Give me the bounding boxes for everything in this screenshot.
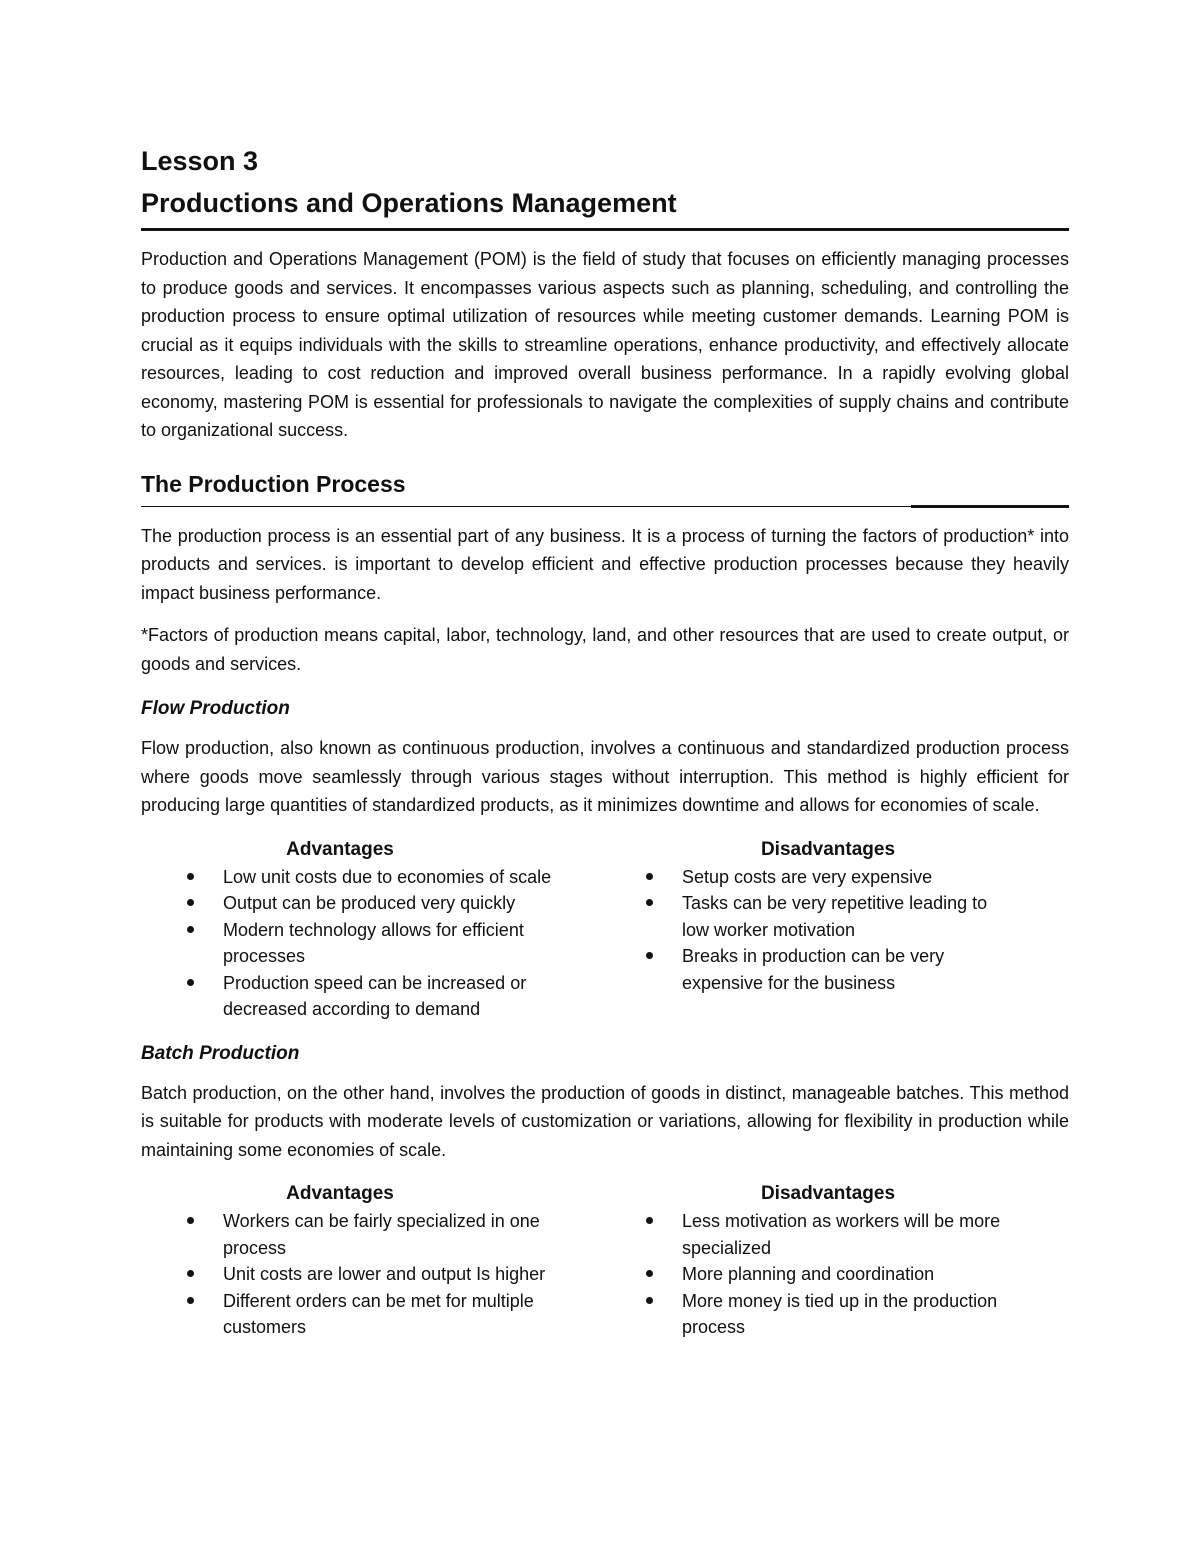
flow-advantages-list <box>141 864 599 1023</box>
title-divider <box>141 228 1069 231</box>
batch-advantages-column <box>141 1180 599 1341</box>
batch-disadvantages-column <box>599 1180 1057 1341</box>
batch-pros-cons <box>141 1180 1069 1341</box>
subheading-batch-production: Batch Production <box>141 1042 300 1064</box>
section-heading-production-process: The Production Process <box>141 470 406 497</box>
list-item: Setup costs are very expensive <box>599 864 1057 891</box>
list-item: More planning and coordination <box>599 1261 1057 1288</box>
batch-disadvantages-list <box>599 1208 1057 1341</box>
list-item: Output can be produced very quickly <box>141 890 599 917</box>
flow-disadvantages-list <box>599 864 1057 997</box>
batch-advantages-heading: Advantages <box>286 1183 394 1204</box>
batch-production-paragraph: Batch production, on the other hand, involves the production of goods in distinct, manageable batches. This method is suitable for products with moderate levels of customization or variations, allowing for flexibility in production while maintaining some economies of scale. <box>141 1082 1069 1160</box>
list-item: Low unit costs due to economies of scale <box>141 864 599 891</box>
list-item: Less motivation as workers will be more specialized <box>599 1208 1057 1261</box>
lesson-label: Lesson 3 <box>141 146 259 176</box>
flow-production-paragraph: Flow production, also known as continuous production, involves a continuous and standardized production process where goods move seamlessly through various stages without interruption. This method is highly efficient for producing large quantities of standardized products, as it minimizes downtime and allows for economies of scale. <box>141 738 1069 815</box>
flow-advantages-column <box>141 836 599 1023</box>
list-item: More money is tied up in the production process <box>599 1288 1057 1341</box>
subheading-flow-production: Flow Production <box>141 698 290 719</box>
production-process-paragraph: The production process is an essential part of any business. It is a process of turning the factors of production* into products and services. is important to develop efficient and effective production processes because they heavily impact business performance. <box>141 525 1069 603</box>
list-item: Breaks in production can be very expensive for the business <box>599 943 1057 996</box>
flow-advantages-heading: Advantages <box>286 838 394 860</box>
document-page <box>141 140 1069 1341</box>
page-title: Productions and Operations Management <box>141 188 677 218</box>
factors-footnote: *Factors of production means capital, labor, technology, land, and other resources that are used to create output, or goods and services. <box>141 625 1069 674</box>
flow-disadvantages-heading: Disadvantages <box>760 838 896 860</box>
batch-disadvantages-heading: Disadvantages <box>760 1183 896 1204</box>
list-item: Workers can be fairly specialized in one process <box>141 1208 599 1261</box>
intro-paragraph: Production and Operations Management (POM) is the field of study that focuses on efficiently managing processes to produce goods and services. It encompasses various aspects such as planning, scheduling, and controlling the production process to ensure optimal utilization of resources while meeting customer demands. Learning POM is crucial as it equips individuals with the skills to streamline operations, enhance productivity, and effectively allocate resources, leading to cost reduction and improved overall business performance. In a rapidly evolving global economy, mastering POM is essential for professionals to navigate the complexities of supply chains and contribute to organizational success. <box>141 249 1069 440</box>
list-item: Tasks can be very repetitive leading to low worker motivation <box>599 890 1057 943</box>
list-item: Unit costs are lower and output Is higher <box>141 1261 599 1288</box>
batch-advantages-list <box>141 1208 599 1341</box>
list-item: Different orders can be met for multiple customers <box>141 1288 599 1341</box>
flow-disadvantages-column <box>599 836 1057 1023</box>
list-item: Modern technology allows for efficient processes <box>141 917 599 970</box>
flow-pros-cons <box>141 836 1069 1023</box>
list-item: Production speed can be increased or decreased according to demand <box>141 970 599 1023</box>
section-divider <box>141 505 1069 508</box>
